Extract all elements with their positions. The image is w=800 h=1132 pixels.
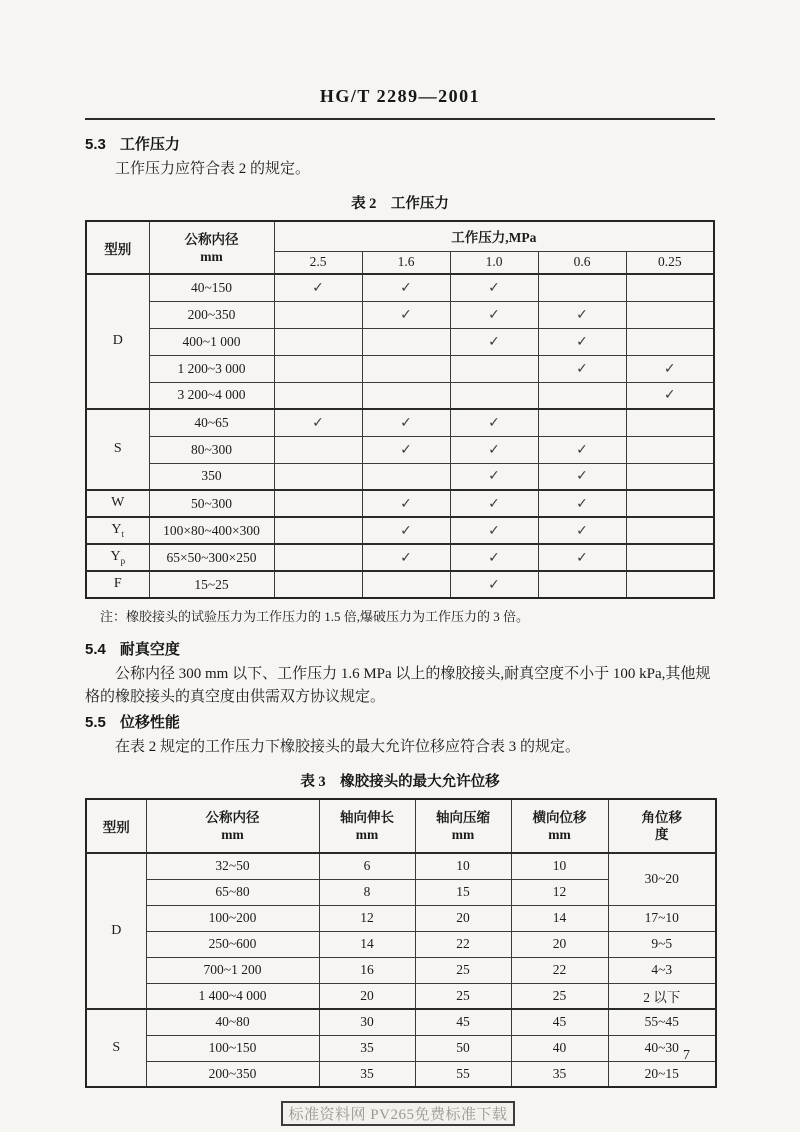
table2-caption: 表 2 工作压力 [351, 196, 449, 212]
col-header-size-name: 公称内径 [205, 810, 260, 825]
col-header-lat-name: 横向位移 [532, 810, 587, 825]
col-header-size-unit: mm [221, 827, 244, 842]
size-cell: 40~150 [149, 274, 274, 301]
value-cell: 9~5 [608, 931, 716, 957]
value-cell: 22 [511, 957, 608, 983]
type-cell [86, 571, 149, 598]
col-header-size-unit: mm [200, 248, 223, 264]
value-cell: 14 [319, 931, 415, 957]
clause-5-4-heading [85, 638, 715, 659]
mark-cell: ✓ [362, 436, 450, 463]
mark-cell: ✓ [274, 409, 362, 436]
mark-cell: ✓ [362, 274, 450, 301]
mark-cell: ✓ [450, 274, 538, 301]
size-cell: 40~65 [149, 409, 274, 436]
value-cell: 45 [415, 1009, 511, 1035]
mark-cell [450, 355, 538, 382]
pressure-value-header: 1.6 [362, 251, 450, 274]
value-cell: 14 [511, 905, 608, 931]
col-header-comp-name: 轴向压缩 [436, 810, 490, 825]
clause-5-4-body: 公称内径 300 mm 以下、工作压力 1.6 MPa 以上的橡胶接头,耐真空度不小于 100 kPa,其他规格的橡胶接头的真空度由供需双方协议规定。 [85, 666, 711, 705]
col-header-lat-unit: mm [548, 827, 571, 842]
mark-cell [274, 382, 362, 409]
clause-number: 5.5 [85, 714, 106, 731]
table2-note: 注：橡胶接头的试验压力为工作压力的 1.5 倍,爆破压力为工作压力的 3 倍。 [100, 609, 530, 624]
value-cell: 30 [319, 1009, 415, 1035]
mark-cell: ✓ [626, 355, 714, 382]
mark-cell [274, 571, 362, 598]
value-cell: 16 [319, 957, 415, 983]
value-cell: 20 [511, 931, 608, 957]
table-working-pressure [85, 220, 715, 599]
clause-5-3-body: 工作压力应符合表 2 的规定。 [115, 161, 311, 177]
mark-cell [274, 544, 362, 571]
mark-cell [274, 436, 362, 463]
mark-cell: ✓ [274, 274, 362, 301]
col-header-angular-displacement [608, 799, 716, 853]
mark-cell: ✓ [450, 463, 538, 490]
mark-cell: ✓ [538, 328, 626, 355]
col-header-size [146, 799, 319, 853]
value-cell: 40 [511, 1035, 608, 1061]
value-cell: 50 [415, 1035, 511, 1061]
value-cell: 8 [319, 879, 415, 905]
value-cell: 17~10 [608, 905, 716, 931]
col-header-size-name: 公称内径 [184, 231, 239, 247]
clause-5-5-body: 在表 2 规定的工作压力下橡胶接头的最大允许位移应符合表 3 的规定。 [115, 739, 581, 755]
col-header-lateral-displacement [511, 799, 608, 853]
size-cell: 350 [149, 463, 274, 490]
value-cell: 25 [415, 957, 511, 983]
mark-cell [626, 544, 714, 571]
type-label: S [113, 441, 122, 457]
mark-cell [626, 328, 714, 355]
size-cell: 50~300 [149, 490, 274, 517]
value-cell: 12 [511, 879, 608, 905]
clause-number: 5.4 [85, 641, 106, 658]
value-cell: 55~45 [608, 1009, 716, 1035]
mark-cell: ✓ [538, 490, 626, 517]
col-header-ext-unit: mm [355, 827, 379, 842]
mark-cell [274, 328, 362, 355]
mark-cell: ✓ [538, 463, 626, 490]
mark-cell [626, 490, 714, 517]
type-cell: D [86, 853, 146, 1009]
mark-cell [274, 463, 362, 490]
mark-cell: ✓ [362, 490, 450, 517]
type-cell [86, 544, 149, 571]
mark-cell [274, 490, 362, 517]
mark-cell: ✓ [450, 544, 538, 571]
mark-cell: ✓ [538, 436, 626, 463]
mark-cell: ✓ [450, 571, 538, 598]
size-cell: 15~25 [149, 571, 274, 598]
mark-cell: ✓ [362, 301, 450, 328]
mark-cell [450, 382, 538, 409]
size-cell: 200~350 [149, 301, 274, 328]
size-cell: 100×80~400×300 [149, 517, 274, 544]
mark-cell: ✓ [450, 436, 538, 463]
value-cell: 25 [415, 983, 511, 1009]
size-cell: 65~80 [146, 879, 319, 905]
value-cell: 15 [415, 879, 511, 905]
col-header-type: 型别 [86, 799, 146, 853]
type-label: F [113, 576, 122, 592]
value-cell: 10 [415, 853, 511, 879]
watermark-badge: 标准资料网 PV265免费标准下载 [281, 1101, 515, 1126]
type-cell [86, 274, 149, 409]
mark-cell: ✓ [362, 517, 450, 544]
pressure-value-header: 2.5 [274, 251, 362, 274]
size-cell: 40~80 [146, 1009, 319, 1035]
pressure-value-header: 0.6 [538, 251, 626, 274]
clause-title: 耐真空度 [119, 642, 180, 658]
size-cell: 32~50 [146, 853, 319, 879]
col-header-axial-extension [319, 799, 415, 853]
size-cell: 1 400~4 000 [146, 983, 319, 1009]
standard-code: HG/T 2289—2001 [319, 86, 481, 106]
mark-cell: ✓ [626, 382, 714, 409]
value-cell: 12 [319, 905, 415, 931]
col-header-comp-unit: mm [451, 827, 475, 842]
mark-cell [626, 571, 714, 598]
mark-cell [626, 436, 714, 463]
value-cell: 4~3 [608, 957, 716, 983]
value-cell: 55 [415, 1061, 511, 1087]
clause-5-5-heading [85, 711, 715, 732]
table3-caption: 表 3 橡胶接头的最大允许位移 [300, 774, 500, 790]
mark-cell [626, 463, 714, 490]
value-cell: 22 [415, 931, 511, 957]
mark-cell [362, 571, 450, 598]
mark-cell: ✓ [450, 517, 538, 544]
mark-cell: ✓ [362, 544, 450, 571]
clause-5-3-heading [85, 133, 715, 154]
size-cell: 100~200 [146, 905, 319, 931]
value-cell: 20 [415, 905, 511, 931]
value-cell: 6 [319, 853, 415, 879]
type-cell: S [86, 1009, 146, 1087]
mark-cell [538, 382, 626, 409]
mark-cell [362, 355, 450, 382]
mark-cell [274, 517, 362, 544]
mark-cell: ✓ [450, 301, 538, 328]
mark-cell [626, 409, 714, 436]
size-cell: 400~1 000 [149, 328, 274, 355]
col-header-ext-name: 轴向伸长 [340, 810, 394, 825]
value-cell: 20 [319, 983, 415, 1009]
type-cell [86, 517, 149, 544]
mark-cell: ✓ [538, 517, 626, 544]
page-number: 7 [683, 1048, 690, 1063]
mark-cell [626, 517, 714, 544]
clause-title: 工作压力 [119, 137, 180, 153]
mark-cell: ✓ [450, 409, 538, 436]
col-header-size [149, 221, 274, 274]
size-cell: 200~350 [146, 1061, 319, 1087]
size-cell: 3 200~4 000 [149, 382, 274, 409]
col-header-type: 型别 [86, 221, 149, 274]
value-cell: 10 [511, 853, 608, 879]
value-cell: 35 [319, 1061, 415, 1087]
col-header-axial-compression [415, 799, 511, 853]
size-cell: 80~300 [149, 436, 274, 463]
type-subscript: t [121, 528, 125, 539]
mark-cell [538, 409, 626, 436]
pressure-value-header: 1.0 [450, 251, 538, 274]
value-cell: 25 [511, 983, 608, 1009]
value-cell: 35 [511, 1061, 608, 1087]
col-header-ang-name: 角位移 [641, 810, 682, 825]
clause-number: 5.3 [85, 136, 106, 153]
mark-cell: ✓ [538, 355, 626, 382]
mark-cell: ✓ [450, 328, 538, 355]
type-label: W [111, 495, 125, 511]
size-cell: 1 200~3 000 [149, 355, 274, 382]
size-cell: 250~600 [146, 931, 319, 957]
value-cell: 35 [319, 1035, 415, 1061]
type-label: Y [111, 522, 122, 538]
type-cell [86, 409, 149, 490]
mark-cell [274, 301, 362, 328]
col-header-pressure: 工作压力,MPa [274, 221, 714, 251]
value-cell: 30~20 [608, 853, 716, 905]
value-cell: 40~30 [608, 1035, 716, 1061]
type-label: D [112, 333, 123, 349]
type-cell [86, 490, 149, 517]
value-cell: 45 [511, 1009, 608, 1035]
mark-cell [362, 463, 450, 490]
value-cell: 20~15 [608, 1061, 716, 1087]
col-header-ang-unit: 度 [655, 827, 669, 842]
size-cell: 100~150 [146, 1035, 319, 1061]
table-max-displacement [85, 798, 717, 1088]
value-cell: 2 以下 [608, 983, 716, 1009]
type-label: Y [110, 549, 121, 565]
mark-cell: ✓ [538, 544, 626, 571]
mark-cell [538, 571, 626, 598]
type-subscript: p [120, 555, 126, 566]
mark-cell: ✓ [538, 301, 626, 328]
mark-cell [538, 274, 626, 301]
header-rule [85, 118, 715, 120]
mark-cell: ✓ [362, 409, 450, 436]
mark-cell [626, 301, 714, 328]
mark-cell [626, 274, 714, 301]
size-cell: 65×50~300×250 [149, 544, 274, 571]
mark-cell: ✓ [450, 490, 538, 517]
pressure-value-header: 0.25 [626, 251, 714, 274]
mark-cell [362, 382, 450, 409]
mark-cell [274, 355, 362, 382]
mark-cell [362, 328, 450, 355]
size-cell: 700~1 200 [146, 957, 319, 983]
clause-title: 位移性能 [119, 715, 180, 731]
